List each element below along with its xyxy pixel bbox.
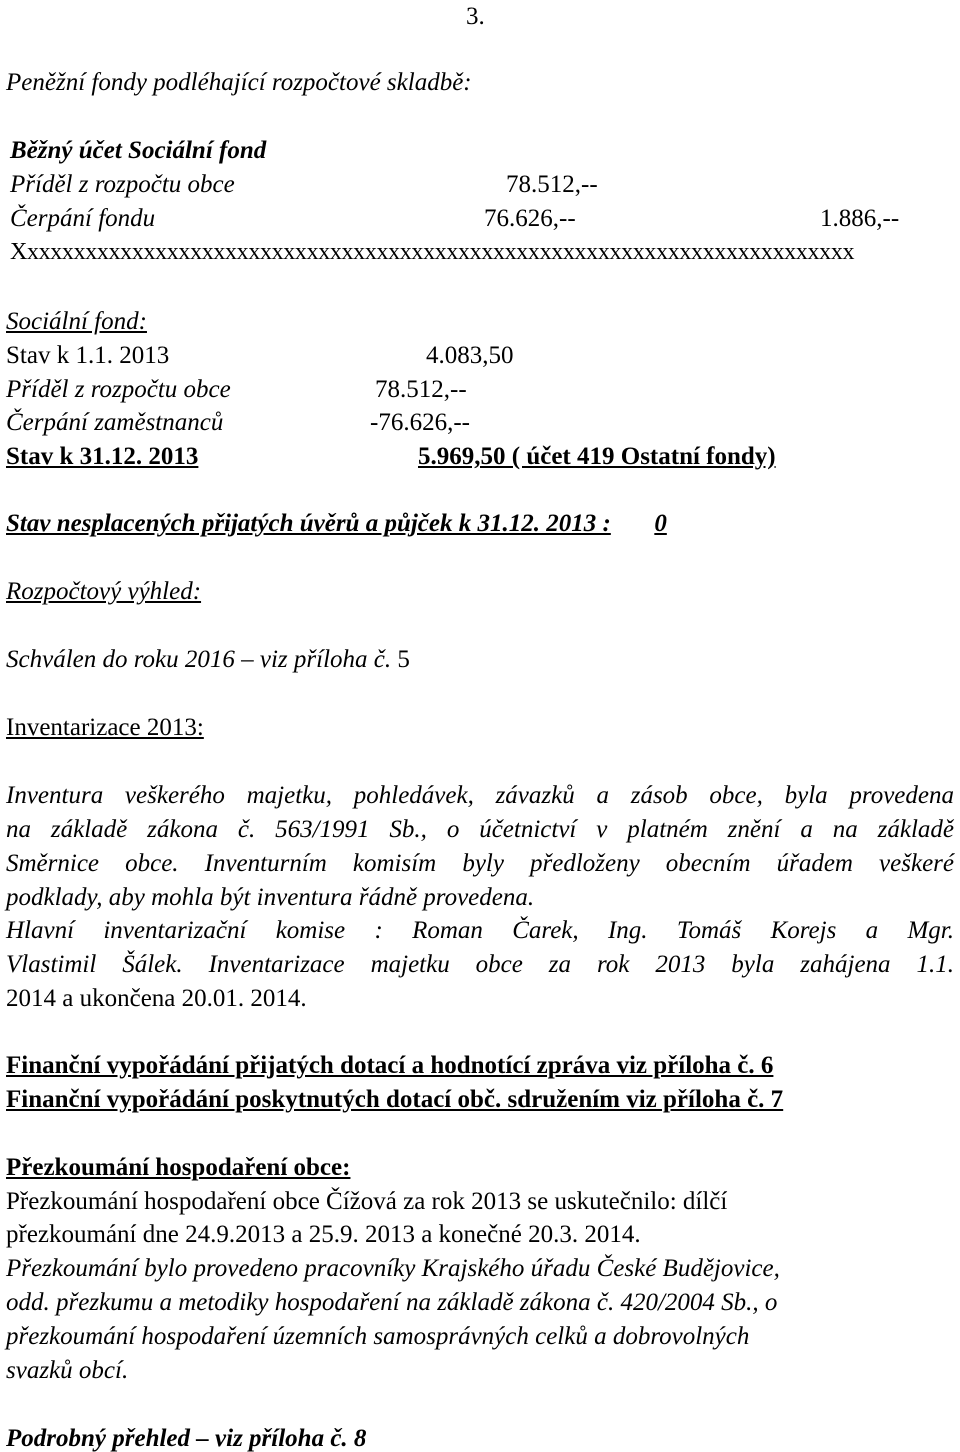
- vyhled-priloha-number: 5: [397, 646, 410, 673]
- financni-line-2: Finanční vypořádání poskytnutých dotací obč. sdružením viz příloha č. 7: [6, 1086, 784, 1113]
- sf-final-value-text: 5.969,50 ( účet 419 Ostatní fondy): [418, 443, 776, 470]
- uvery-text: Stav nesplacených přijatých úvěrů a půjček k 31.12. 2013 :: [6, 510, 611, 537]
- vyhled-line: [6, 647, 410, 672]
- sf-row-2-label: Příděl z rozpočtu obce: [6, 376, 231, 403]
- sf-row-2-value: 78.512,--: [375, 376, 467, 403]
- separator-line: Xxxxxxxxxxxxxxxxxxxxxxxxxxxxxxxxxxxxxxxxxxxxxxxxxxxxxxxxxxxxxxxxxxxxxxxx: [10, 239, 855, 265]
- page-number: 3.: [466, 3, 485, 30]
- prez-line-1: Přezkoumání hospodaření obce Čížová za rok 2013 se uskutečnilo: dílčí: [6, 1188, 728, 1215]
- prideel-value: 78.512,--: [506, 171, 598, 198]
- sf-row-3-label: Čerpání zaměstnanců: [6, 409, 224, 436]
- socialni-fond-heading: Sociální fond:: [6, 308, 147, 335]
- sf-row-1-label: Stav k 1.1. 2013: [6, 342, 170, 369]
- inv-line-2: na základě zákona č. 563/1991 Sb., o účetnictví v platném znění a na základě: [6, 816, 954, 843]
- prez-line-3: Přezkoumání bylo provedeno pracovníky Krajského úřadu České Budějovice,: [6, 1255, 780, 1282]
- inv-line-6: Vlastimil Šálek. Inventarizace majetku obce za rok 2013 byla zahájena 1.1.: [6, 951, 954, 978]
- financni-line-1: Finanční vypořádání přijatých dotací a hodnotící zpráva viz příloha č. 6: [6, 1052, 774, 1079]
- zustatek-value: 1.886,--: [820, 205, 900, 232]
- inv-line-7: 2014 a ukončena 20.01. 2014.: [6, 985, 307, 1012]
- inv-line-1: Inventura veškerého majetku, pohledávek, závazků a zásob obce, byla provedena: [6, 782, 954, 809]
- prideel-label: Příděl z rozpočtu obce: [10, 171, 235, 198]
- prez-line-4: odd. přezkumu a metodiky hospodaření na základě zákona č. 420/2004 Sb., o: [6, 1289, 778, 1316]
- podrobny-prehled: Podrobný přehled – viz příloha č. 8: [6, 1425, 367, 1452]
- uvery-line: [6, 511, 667, 536]
- prez-line-6: svazků obcí.: [6, 1357, 129, 1384]
- prez-line-2: přezkoumání dne 24.9.2013 a 25.9. 2013 a konečné 20.3. 2014.: [6, 1221, 641, 1248]
- sf-final-value: [418, 444, 776, 469]
- sf-final-label: Stav k 31.12. 2013: [6, 443, 199, 470]
- fondy-heading: Peněžní fondy podléhající rozpočtové skladbě:: [6, 69, 472, 96]
- vyhled-heading: Rozpočtový výhled:: [6, 578, 202, 605]
- sf-row-3-value: -76.626,--: [370, 409, 470, 436]
- inventarizace-heading: Inventarizace 2013:: [6, 714, 204, 741]
- vyhled-text: Schválen do roku 2016 – viz příloha č.: [6, 646, 398, 673]
- prezkoumani-heading: Přezkoumání hospodaření obce:: [6, 1154, 351, 1181]
- inv-line-4: podklady, aby mohla být inventura řádně provedena.: [6, 884, 535, 911]
- inv-line-5: Hlavní inventarizační komise : Roman Čarek, Ing. Tomáš Korejs a Mgr.: [6, 917, 954, 944]
- cerpani-label: Čerpání fondu: [10, 205, 156, 232]
- ucet-title: Běžný účet Sociální fond: [10, 137, 267, 164]
- uvery-value: 0: [654, 510, 667, 537]
- cerpani-value: 76.626,--: [484, 205, 576, 232]
- prez-line-5: přezkoumání hospodaření územních samosprávných celků a dobrovolných: [6, 1323, 750, 1350]
- sf-row-1-value: 4.083,50: [426, 342, 514, 369]
- inv-line-3: Směrnice obce. Inventurním komisím byly předloženy obecním úřadem veškeré: [6, 850, 954, 877]
